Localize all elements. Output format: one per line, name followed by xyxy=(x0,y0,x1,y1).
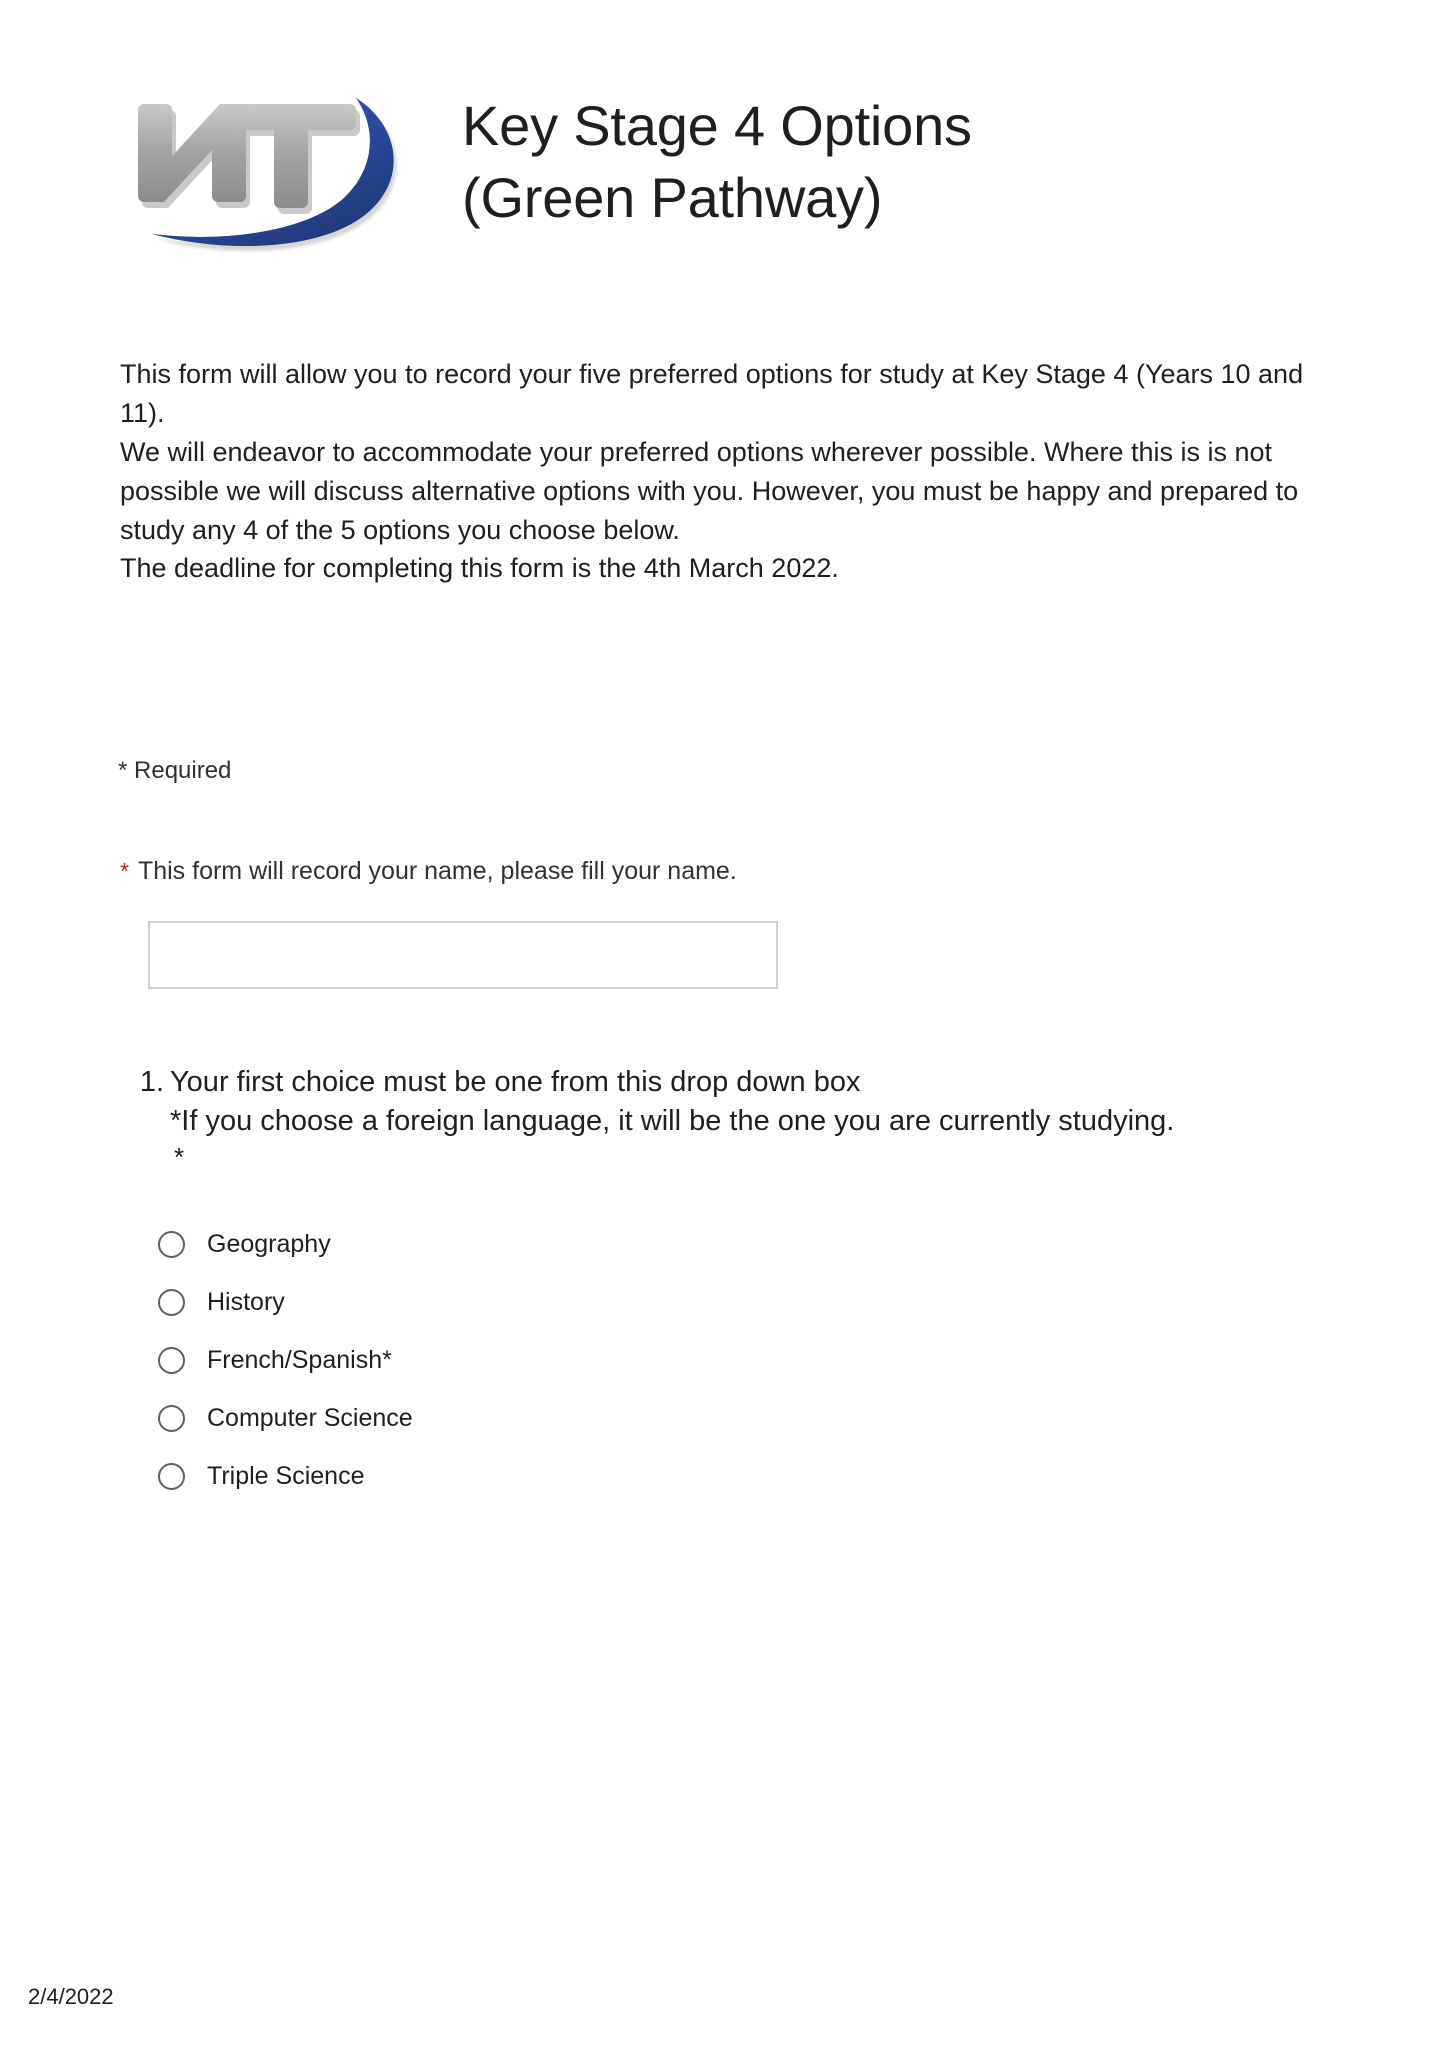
radio-circle-icon[interactable] xyxy=(158,1347,185,1374)
radio-circle-icon[interactable] xyxy=(158,1231,185,1258)
radio-option-computer-science[interactable] xyxy=(158,1389,1058,1447)
question-1-subtext: *If you choose a foreign language, it will be the one you are currently studying. xyxy=(170,1104,1175,1137)
radio-circle-icon[interactable] xyxy=(158,1405,185,1432)
radio-label: History xyxy=(207,1287,285,1316)
question-1-title: Your first choice must be one from this drop down box xyxy=(170,1066,861,1098)
intro-text xyxy=(120,355,1310,588)
title-line-1: Key Stage 4 Options xyxy=(462,94,972,157)
question-1-required-mark: * xyxy=(174,1142,185,1173)
intro-paragraph-1: This form will allow you to record your five preferred options for study at Key Stage 4 (Years 10 and 11). xyxy=(120,359,1304,428)
nt-logo-icon xyxy=(108,68,438,258)
question-1-options xyxy=(158,1215,1058,1505)
name-question-label: This form will record your name, please fill your name. xyxy=(137,857,737,885)
question-1-number: 1. xyxy=(139,1066,164,1098)
required-asterisk-icon: * xyxy=(120,858,129,884)
school-logo xyxy=(108,68,438,258)
question-1 xyxy=(130,1063,1330,1175)
question-1-text-group xyxy=(170,1063,1174,1175)
title-line-2: (Green Pathway) xyxy=(462,165,883,229)
name-question xyxy=(120,857,737,886)
required-legend: * Required xyxy=(118,757,232,784)
intro-paragraph-2: We will endeavor to accommodate your preferred options wherever possible. Where this is is not possible we will discuss alternative options with you. However, you must be happy and prepared to study any 4 of the 5 options you choose below. xyxy=(120,436,1299,545)
page-title xyxy=(462,68,972,233)
radio-label: French/Spanish* xyxy=(207,1345,392,1374)
page-header xyxy=(0,68,1445,258)
radio-label: Computer Science xyxy=(207,1403,413,1432)
intro-paragraph-3: The deadline for completing this form is the 4th March 2022. xyxy=(120,553,839,584)
radio-option-geography[interactable] xyxy=(158,1215,1058,1273)
radio-option-french-spanish[interactable] xyxy=(158,1331,1058,1389)
radio-label: Triple Science xyxy=(207,1461,365,1490)
radio-label: Geography xyxy=(207,1229,331,1258)
radio-circle-icon[interactable] xyxy=(158,1289,185,1316)
radio-option-history[interactable] xyxy=(158,1273,1058,1331)
footer-date: 2/4/2022 xyxy=(28,1984,114,2009)
radio-option-triple-science[interactable] xyxy=(158,1447,1058,1505)
radio-circle-icon[interactable] xyxy=(158,1463,185,1490)
name-input[interactable] xyxy=(148,921,778,989)
